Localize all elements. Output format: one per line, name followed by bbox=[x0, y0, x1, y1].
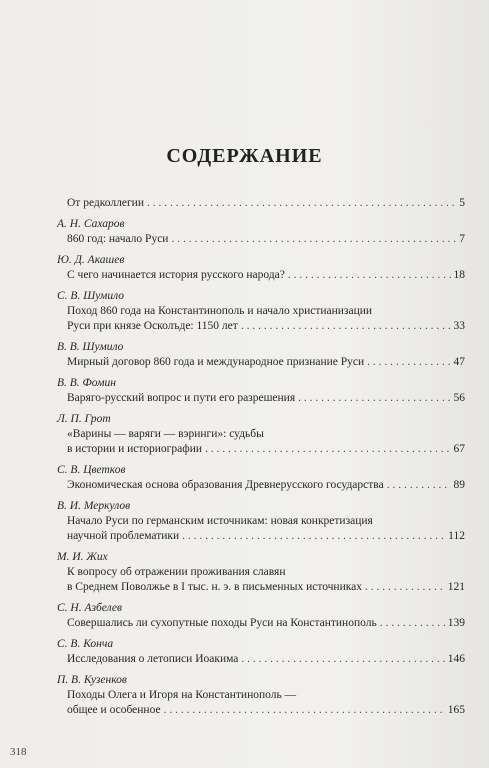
entry-title-line: в Среднем Поволжье в I тыс. н. э. в письменных источниках bbox=[67, 581, 363, 593]
entry-title-line: С чего начинается история русского народа? bbox=[67, 269, 285, 281]
entry-author: С. В. Цветков bbox=[57, 464, 126, 476]
entry-page-number: 56 bbox=[453, 392, 465, 404]
entry-title-line: От редколлегии bbox=[67, 197, 144, 209]
entry-title-line: Мирный договор 860 года и международное признание Руси bbox=[67, 356, 365, 368]
toc-entry bbox=[57, 340, 465, 370]
entry-page-number: 139 bbox=[447, 617, 465, 629]
entry-page-number: 18 bbox=[453, 269, 465, 281]
dot-leader bbox=[387, 478, 451, 493]
entry-page-number: 89 bbox=[453, 479, 465, 491]
toc-entry bbox=[57, 550, 465, 595]
entry-title-line: Экономическая основа образования Древнерусского государства bbox=[67, 479, 384, 491]
dot-leader bbox=[171, 232, 456, 247]
entry-author: В. И. Меркулов bbox=[57, 500, 131, 512]
entry-title-line: Исследования о летописи Иоакима bbox=[67, 653, 239, 665]
entry-author: С. Н. Азбелев bbox=[57, 602, 122, 614]
entry-title-line: общее и особенное bbox=[67, 704, 161, 716]
entry-title-line: в истории и историографии bbox=[67, 443, 203, 455]
toc-entry bbox=[57, 412, 465, 457]
entry-page-number: 121 bbox=[447, 581, 465, 593]
entry-title-line: К вопросу об отражении проживания славян bbox=[67, 566, 286, 578]
entry-page-number: 5 bbox=[459, 197, 465, 209]
entry-author: П. В. Кузенков bbox=[57, 674, 127, 686]
toc-entry bbox=[57, 673, 465, 718]
dot-leader bbox=[164, 703, 445, 718]
dot-leader bbox=[147, 196, 456, 211]
entry-author: В. В. Фомин bbox=[57, 377, 116, 389]
entry-author: С. В. Шумило bbox=[57, 290, 125, 302]
page-title: СОДЕРЖАНИЕ bbox=[166, 145, 323, 167]
toc-entry bbox=[57, 463, 465, 493]
entry-title-line: 860 год: начало Руси bbox=[67, 233, 169, 245]
dot-leader bbox=[288, 268, 451, 283]
entry-title-line: научной проблематики bbox=[67, 530, 180, 542]
entry-title-line: Поход 860 года на Константинополь и начало христианизации bbox=[67, 305, 373, 317]
dot-leader bbox=[182, 529, 445, 544]
entry-title-line: Начало Руси по германским источникам: новая конкретизация bbox=[67, 515, 373, 527]
entry-author: Ю. Д. Акашев bbox=[57, 254, 125, 266]
entry-author: А. Н. Сахаров bbox=[57, 218, 125, 230]
entry-page-number: 7 bbox=[459, 233, 465, 245]
page-number: 318 bbox=[10, 746, 27, 758]
entry-page-number: 165 bbox=[447, 704, 465, 716]
table-of-contents bbox=[57, 196, 465, 724]
dot-leader bbox=[241, 652, 444, 667]
dot-leader bbox=[367, 355, 450, 370]
entry-page-number: 33 bbox=[453, 320, 465, 332]
entry-title-line: Походы Олега и Игоря на Константинополь — bbox=[67, 689, 297, 701]
toc-entry bbox=[57, 253, 465, 283]
entry-page-number: 67 bbox=[453, 443, 465, 455]
entry-title-line: Совершались ли сухопутные походы Руси на Константинополь bbox=[67, 617, 377, 629]
dot-leader bbox=[365, 580, 445, 595]
entry-author: С. В. Конча bbox=[57, 638, 114, 650]
toc-entry bbox=[57, 376, 465, 406]
entry-page-number: 47 bbox=[453, 356, 465, 368]
entry-author: Л. П. Грот bbox=[57, 413, 111, 425]
toc-entry bbox=[57, 289, 465, 334]
entry-author: М. И. Жих bbox=[57, 551, 108, 563]
entry-page-number: 146 bbox=[447, 653, 465, 665]
toc-entry bbox=[57, 637, 465, 667]
toc-entry bbox=[57, 196, 465, 211]
entry-author: В. В. Шумило bbox=[57, 341, 124, 353]
toc-entry bbox=[57, 499, 465, 544]
entry-title-line: Варяго-русский вопрос и пути его разрешения bbox=[67, 392, 296, 404]
entry-page-number: 112 bbox=[448, 530, 465, 542]
toc-entry bbox=[57, 601, 465, 631]
dot-leader bbox=[298, 391, 450, 406]
dot-leader bbox=[241, 319, 451, 334]
dot-leader bbox=[380, 616, 445, 631]
entry-title-line: «Варины — варяги — вэринги»: судьбы bbox=[67, 428, 264, 440]
toc-entry bbox=[57, 217, 465, 247]
dot-leader bbox=[205, 442, 450, 457]
entry-title-line: Руси при князе Осколъде: 1150 лет bbox=[67, 320, 238, 332]
